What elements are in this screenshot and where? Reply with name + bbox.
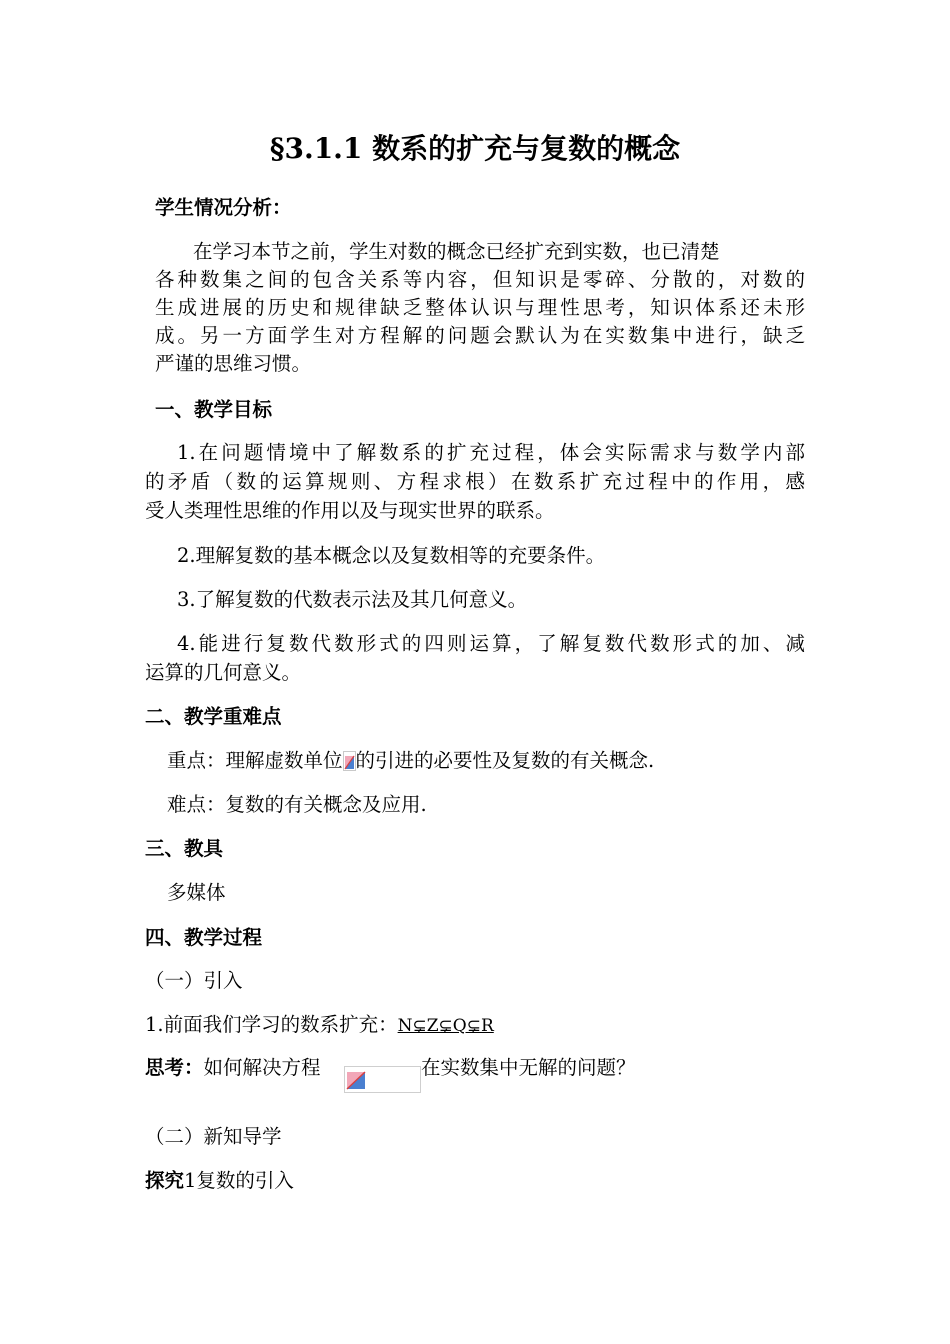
- goal-item-1-line: 受人类理性思维的作用以及与现实世界的联系。: [145, 499, 555, 522]
- key-point-text-after: 的引进的必要性及复数的有关概念.: [355, 749, 655, 772]
- explore-label: 探究: [145, 1169, 185, 1192]
- key-point-text-before: 重点：理解虚数单位: [167, 749, 343, 772]
- tools-heading: 三、教具: [145, 837, 224, 860]
- key-points-heading: 二、教学重难点: [145, 705, 282, 728]
- think-text-after: 在实数集中无解的问题？: [421, 1056, 636, 1079]
- explore-line: [145, 1168, 294, 1194]
- number-system-line: [145, 1012, 494, 1039]
- process-heading: 四、教学过程: [145, 926, 263, 949]
- goal-item-3: 3.了解复数的代数表示法及其几何意义。: [177, 588, 528, 611]
- paragraph-line: 各种数集之间的包含关系等内容，但知识是零碎、分散的，对数的: [155, 268, 805, 291]
- process-subsection-intro: （一）引入: [145, 969, 243, 992]
- tools-item: 多媒体: [167, 881, 226, 904]
- page-title: §3.1.1 数系的扩充与复数的概念: [269, 132, 681, 165]
- imaginary-unit-image-icon: [343, 751, 356, 771]
- goal-item-1-line: 的矛盾（数的运算规则、方程求根）在数系扩充过程中的作用，感: [145, 470, 805, 493]
- goal-item-1-line: 1.在问题情境中了解数系的扩充过程，体会实际需求与数学内部: [177, 441, 805, 464]
- think-line: [145, 1055, 321, 1081]
- goal-item-2: 2.理解复数的基本概念以及复数相等的充要条件。: [177, 544, 606, 567]
- goals-heading: 一、教学目标: [155, 398, 273, 421]
- goal-item-4-line: 运算的几何意义。: [145, 661, 302, 684]
- student-analysis-heading: 学生情况分析：: [155, 196, 292, 219]
- number-system-text: 1.前面我们学习的数系扩充：: [145, 1013, 398, 1036]
- paragraph-line: 在学习本节之前，学生对数的概念已经扩充到实数，也已清楚: [193, 240, 720, 263]
- broken-image-icon: [346, 1070, 366, 1090]
- paragraph-line: 成。另一方面学生对方程解的问题会默认为在实数集中进行，缺乏: [155, 324, 805, 347]
- difficulty-line: 难点：复数的有关概念及应用.: [167, 793, 427, 816]
- key-point-line: [167, 748, 654, 774]
- number-sets-chain: N⊊Z⊊Q⊊R: [397, 1016, 494, 1036]
- equation-image-placeholder: [344, 1066, 421, 1093]
- process-subsection-new-knowledge: （二）新知导学: [145, 1125, 282, 1148]
- paragraph-line: 生成进展的历史和规律缺乏整体认识与理性思考，知识体系还未形: [155, 296, 805, 319]
- paragraph-line: 严谨的思维习惯。: [155, 352, 312, 375]
- think-text-before: 如何解决方程: [203, 1056, 321, 1079]
- think-label: 思考：: [145, 1056, 204, 1079]
- explore-text: 1复数的引入: [184, 1169, 294, 1192]
- goal-item-4-line: 4.能进行复数代数形式的四则运算，了解复数代数形式的加、减: [177, 632, 805, 655]
